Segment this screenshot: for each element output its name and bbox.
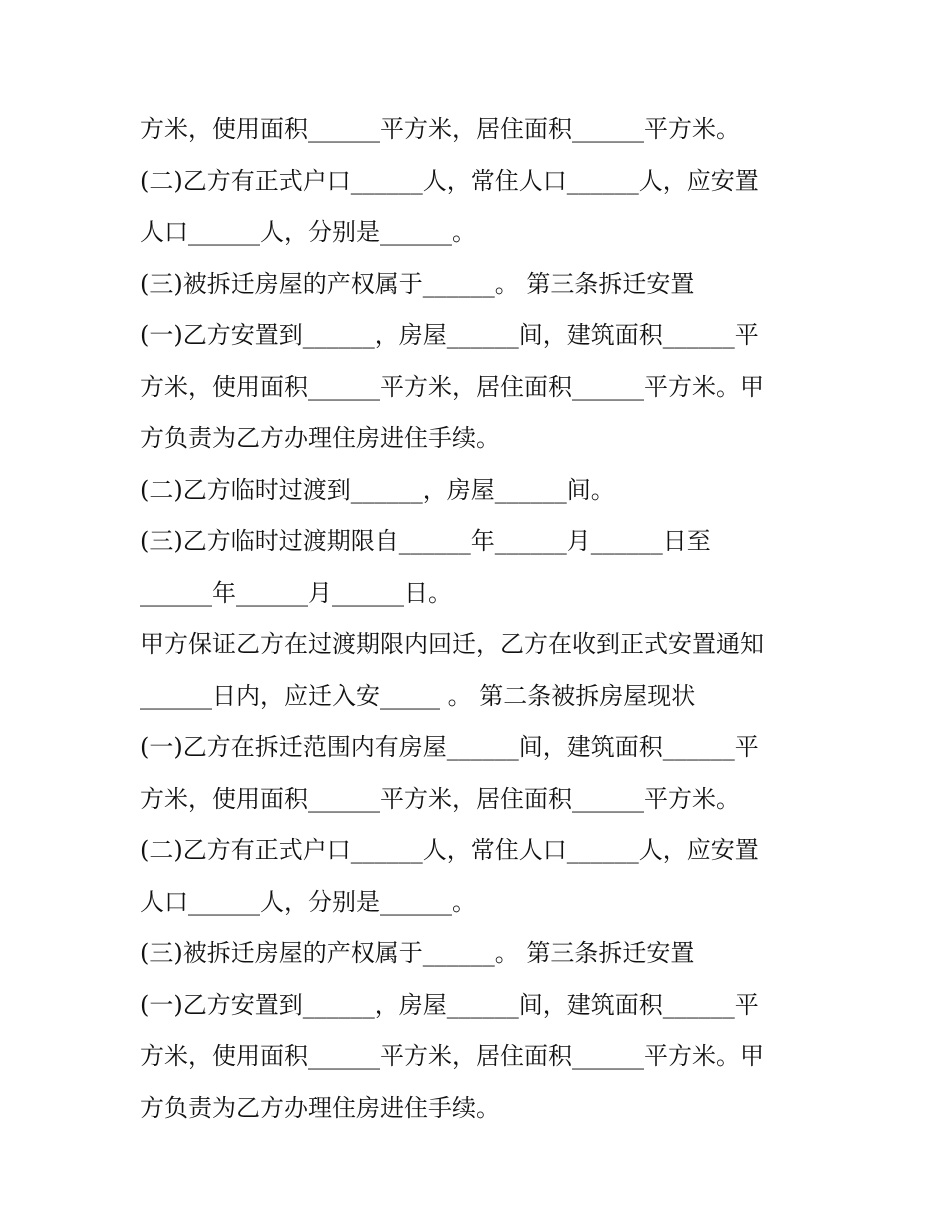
text-line: 甲方保证乙方在过渡期限内回迁，乙方在收到正式安置通知: [140, 630, 764, 658]
text-line: (一)乙方安置到______，房屋______间，建筑面积______平: [140, 990, 759, 1019]
text-line: 方负责为乙方办理住房进住手续。: [140, 1093, 500, 1122]
text-line: 方米，使用面积______平方米，居住面积______平方米。: [140, 115, 740, 143]
text-line: (三)被拆迁房屋的产权属于______。 第三条拆迁安置: [140, 939, 695, 967]
text-line: 人口______人，分别是______。: [140, 887, 476, 916]
document-body: [140, 104, 820, 1134]
text-line: (一)乙方安置到______，房屋______间，建筑面积______平: [140, 321, 759, 349]
text-line: (二)乙方临时过渡到______，房屋______间。: [140, 475, 615, 504]
text-line: (一)乙方在拆迁范围内有房屋______间，建筑面积______平: [140, 733, 759, 761]
text-line: 方米，使用面积______平方米，居住面积______平方米。: [140, 784, 740, 813]
text-line: 方负责为乙方办理住房进住手续。: [140, 424, 500, 452]
text-line: (三)乙方临时过渡期限自______年______月______日至: [140, 527, 711, 555]
text-line: 人口______人，分别是______。: [140, 218, 476, 246]
text-line: 方米，使用面积______平方米，居住面积______平方米。甲: [140, 372, 764, 401]
text-line: (二)乙方有正式户口______人，常住人口______人，应安置: [140, 836, 759, 864]
text-line: (三)被拆迁房屋的产权属于______。 第三条拆迁安置: [140, 269, 695, 298]
text-line: (二)乙方有正式户口______人，常住人口______人，应安置: [140, 166, 759, 195]
text-line: ______日内，应迁入安_____ 。 第二条被拆房屋现状: [140, 681, 696, 710]
text-line: ______年______月______日。: [140, 578, 452, 607]
text-line: 方米，使用面积______平方米，居住面积______平方米。甲: [140, 1042, 764, 1070]
